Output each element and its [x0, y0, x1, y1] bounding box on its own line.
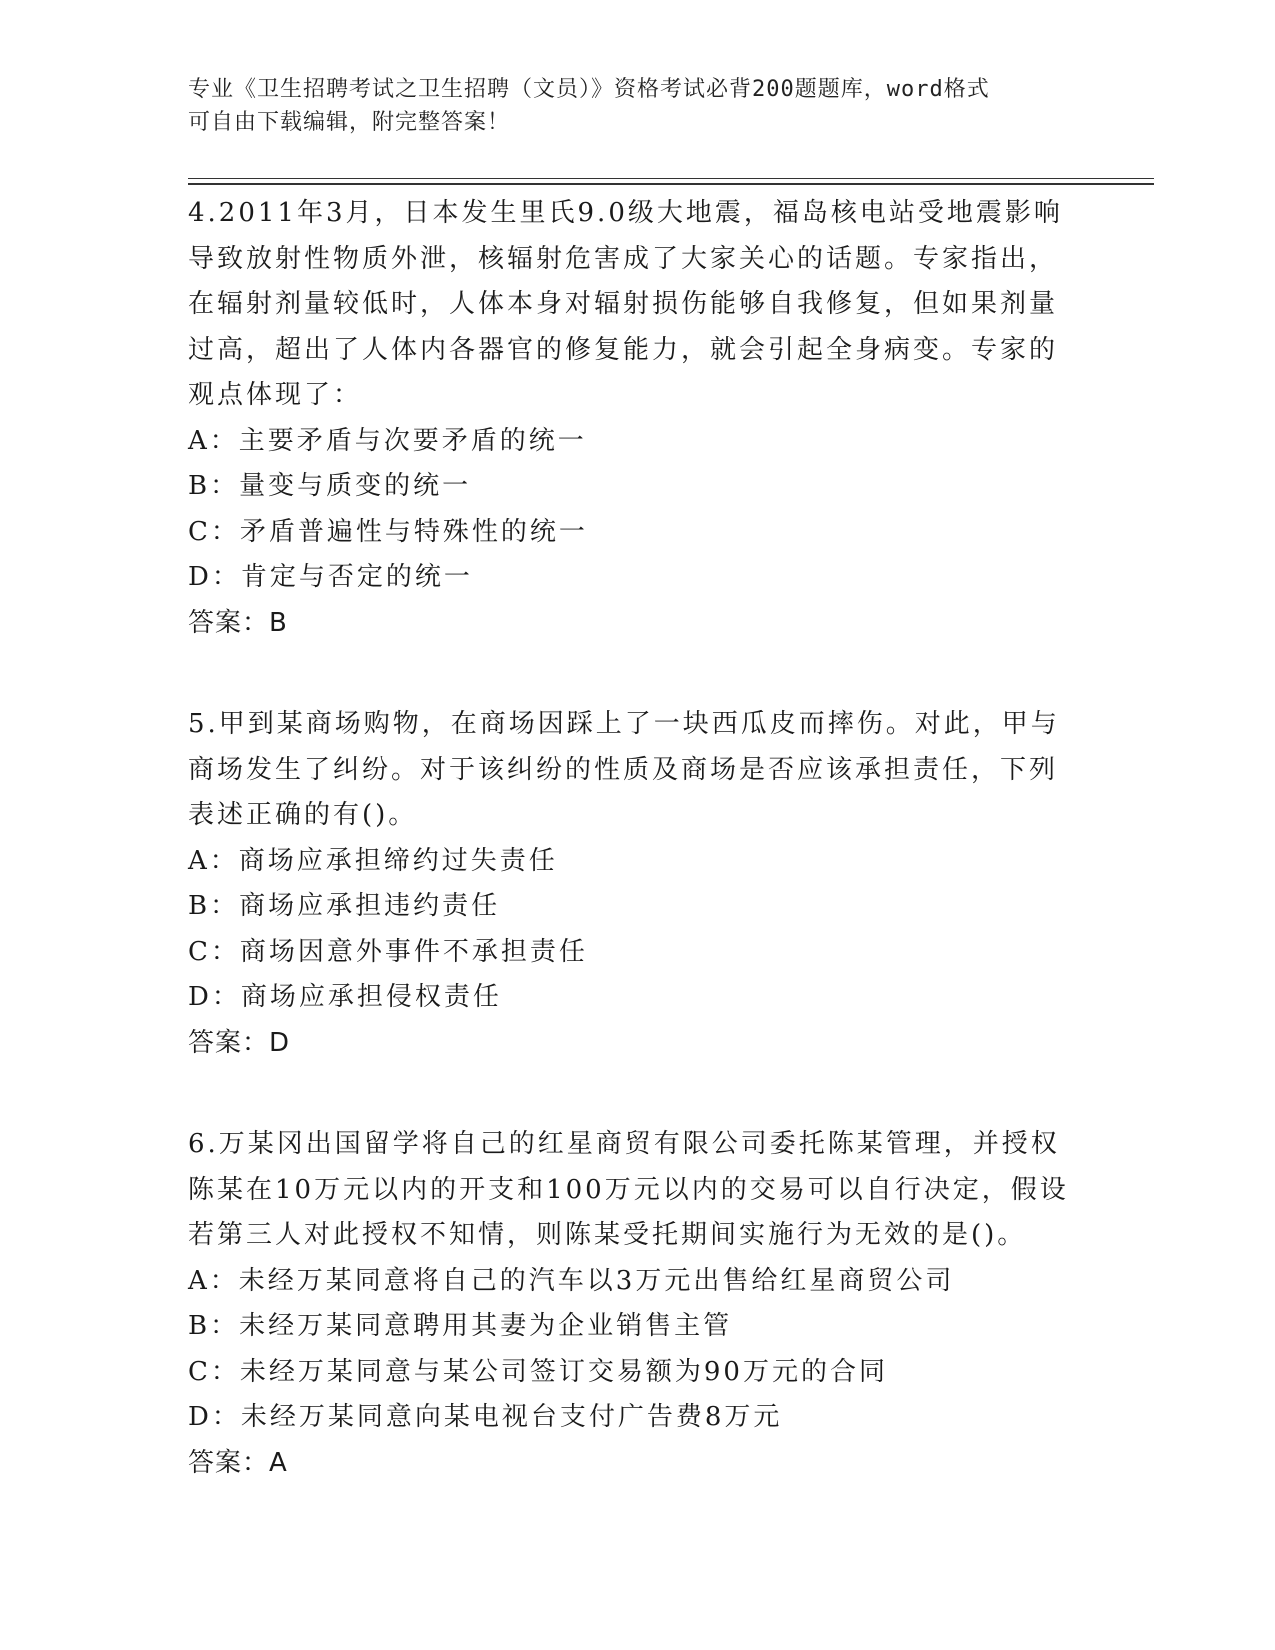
- question-5: [188, 702, 1088, 1066]
- question-6: [188, 1122, 1088, 1486]
- question-stem-line: 表述正确的有()。: [188, 800, 418, 830]
- question-stem-line: 4.2011年3月，日本发生里氏9.0级大地震，福岛核电站受地震影响: [188, 198, 1063, 228]
- question-stem-line: 若第三人对此授权不知情，则陈某受托期间实施行为无效的是()。: [188, 1220, 1027, 1250]
- header-divider-thin: [188, 178, 1154, 179]
- question-4: [188, 191, 1088, 646]
- question-stem-line: 5.甲到某商场购物，在商场因踩上了一块西瓜皮而摔伤。对此，甲与: [188, 709, 1060, 739]
- option-d: D：肯定与否定的统一: [188, 562, 473, 592]
- option-a: A：未经万某同意将自己的汽车以3万元出售给红星商贸公司: [188, 1265, 955, 1296]
- option-a: A：主要矛盾与次要矛盾的统一: [188, 425, 587, 456]
- option-d: D：商场应承担侵权责任: [188, 982, 502, 1012]
- option-b: B：商场应承担违约责任: [188, 891, 501, 921]
- question-stem-line: 在辐射剂量较低时，人体本身对辐射损伤能够自我修复，但如果剂量: [188, 289, 1059, 319]
- question-stem-line: 观点体现了：: [188, 380, 363, 410]
- option-c: C：商场因意外事件不承担责任: [188, 936, 588, 967]
- question-list: [188, 191, 1088, 1542]
- document-header: [188, 73, 1088, 139]
- answer-label: 答案：A: [188, 1447, 288, 1478]
- option-c: C：矛盾普遍性与特殊性的统一: [188, 516, 588, 547]
- option-c: C：未经万某同意与某公司签订交易额为90万元的合同: [188, 1356, 888, 1387]
- question-stem-line: 导致放射性物质外泄，核辐射危害成了大家关心的话题。专家指出，: [188, 243, 1059, 274]
- question-stem-line: 陈某在10万元以内的开支和100万元以内的交易可以自行决定，假设: [188, 1174, 1069, 1205]
- header-line-2: 可自由下载编辑，附完整答案！: [188, 110, 511, 135]
- answer-label: 答案：D: [188, 1027, 291, 1058]
- header-line-1: 专业《卫生招聘考试之卫生招聘（文员）》资格考试必背200题题库，word格式: [188, 77, 990, 102]
- header-divider-thick: [188, 183, 1154, 185]
- question-stem-line: 商场发生了纠纷。对于该纠纷的性质及商场是否应该承担责任，下列: [188, 754, 1059, 785]
- option-d: D：未经万某同意向某电视台支付广告费8万元: [188, 1402, 783, 1432]
- question-stem-line: 6.万某冈出国留学将自己的红星商贸有限公司委托陈某管理，并授权: [188, 1129, 1060, 1159]
- question-stem-line: 过高，超出了人体内各器官的修复能力，就会引起全身病变。专家的: [188, 334, 1059, 365]
- option-b: B：量变与质变的统一: [188, 471, 472, 501]
- option-b: B：未经万某同意聘用其妻为企业销售主管: [188, 1311, 733, 1341]
- answer-label: 答案：B: [188, 607, 288, 638]
- option-a: A：商场应承担缔约过失责任: [188, 845, 558, 876]
